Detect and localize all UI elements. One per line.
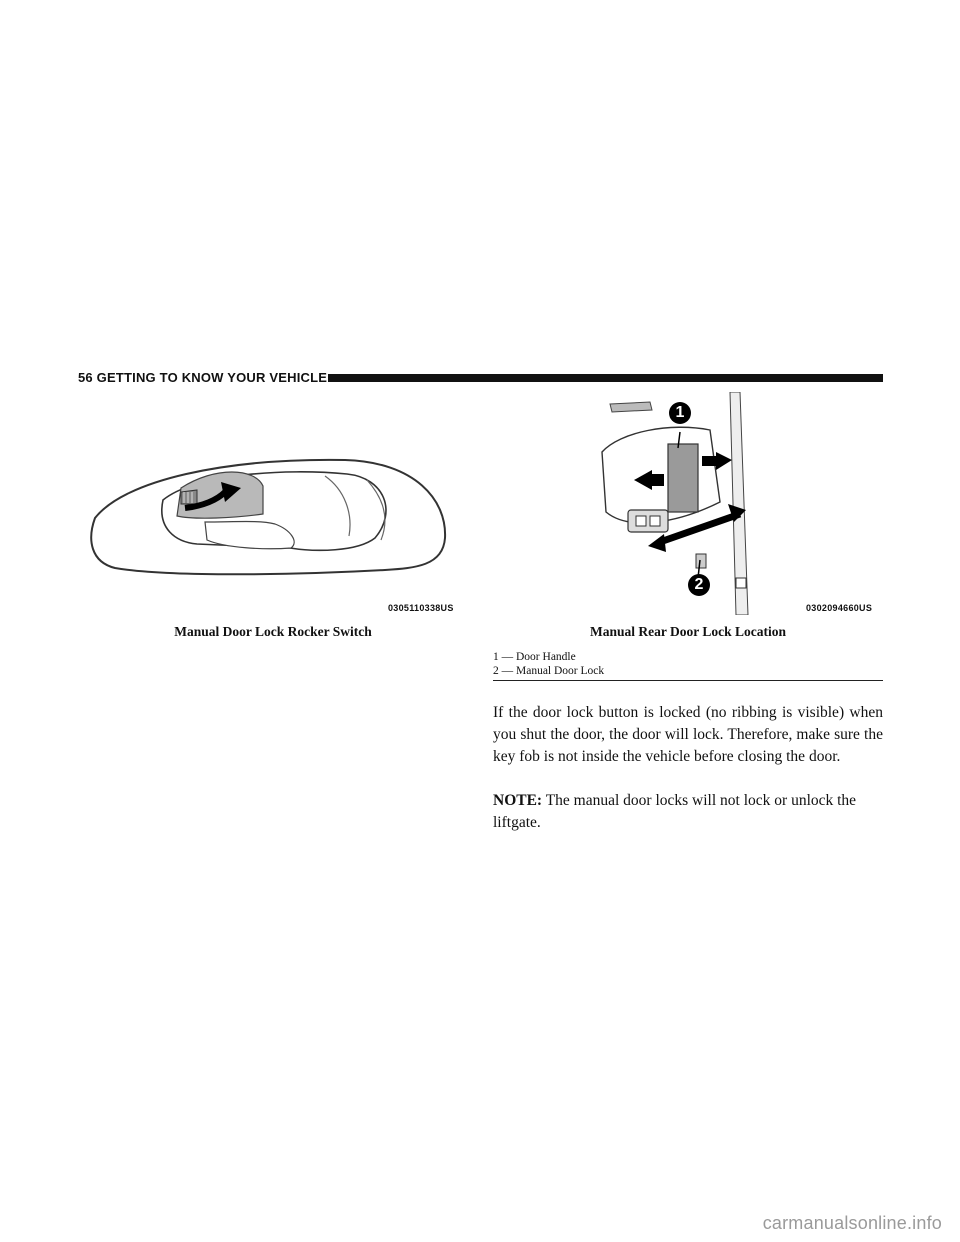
callout-2: 2: [688, 574, 710, 596]
page-header-title: 56 GETTING TO KNOW YOUR VEHICLE: [78, 370, 335, 386]
rear-door-lock-illustration: [600, 392, 750, 615]
right-figure-caption: Manual Rear Door Lock Location: [589, 624, 786, 639]
page-header: [78, 370, 883, 386]
callout-1: 1: [669, 402, 691, 424]
left-figure-caption: Manual Door Lock Rocker Switch: [174, 624, 372, 639]
figure-legend: [493, 650, 883, 681]
legend-item-door-handle: 1 — Door Handle: [493, 651, 576, 663]
body-paragraph: If the door lock button is locked (no ribbing is visible) when you shut the door, the door will lock. Therefore, make sure the key fob is not inside the vehicle before closing the door.: [493, 704, 883, 765]
note-paragraph: [493, 790, 883, 834]
note-label: NOTE:: [493, 792, 543, 809]
right-figure-code: 0302094660US: [806, 603, 873, 613]
watermark: carmanualsonline.info: [762, 1213, 942, 1233]
rocker-switch-illustration: [85, 440, 465, 615]
header-rule: [328, 374, 883, 382]
left-figure-code: 0305110338US: [388, 603, 454, 613]
note-text: The manual door locks will not lock or unlock the liftgate.: [493, 792, 857, 831]
legend-item-manual-door-lock: 2 — Manual Door Lock: [493, 665, 605, 677]
